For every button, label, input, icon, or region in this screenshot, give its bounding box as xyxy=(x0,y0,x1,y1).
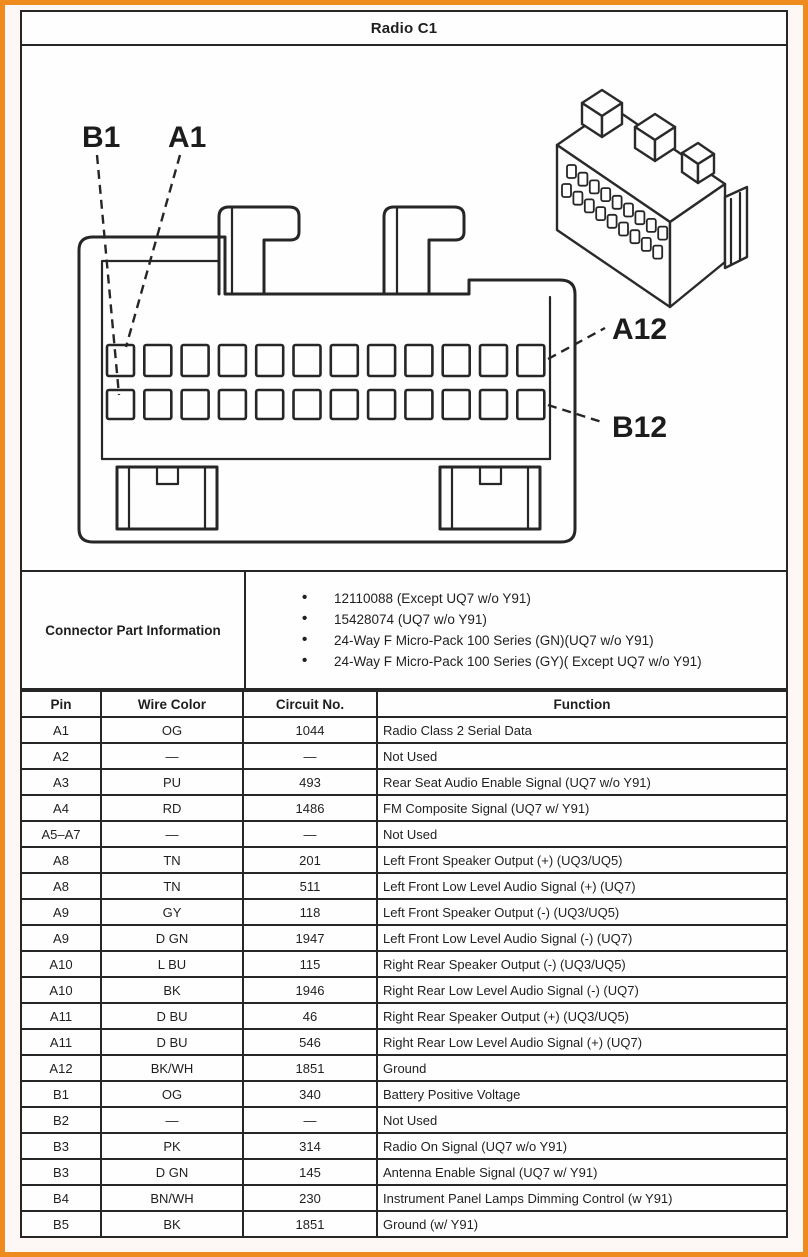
function-cell: Not Used xyxy=(377,743,787,769)
wire-color-cell: L BU xyxy=(101,951,243,977)
table-row xyxy=(21,899,787,925)
table-row xyxy=(21,1081,787,1107)
circuit-no-cell: 546 xyxy=(243,1029,377,1055)
part-info-item: • 15428074 (UQ7 w/o Y91) xyxy=(302,609,780,630)
pin-cell: A11 xyxy=(21,1003,101,1029)
connector-part-info-label: Connector Part Information xyxy=(22,572,246,688)
table-row xyxy=(21,1133,787,1159)
table-row xyxy=(21,925,787,951)
table-row xyxy=(21,1185,787,1211)
pin-cell: A4 xyxy=(21,795,101,821)
circuit-no-cell: 1947 xyxy=(243,925,377,951)
table-row xyxy=(21,769,787,795)
pin-cell: A8 xyxy=(21,873,101,899)
col-header-function: Function xyxy=(377,691,787,717)
connector-part-list xyxy=(246,588,786,672)
pin-cell: B4 xyxy=(21,1185,101,1211)
pin-row-b xyxy=(107,390,544,419)
connector-part-info xyxy=(20,572,788,690)
part-info-item: • 24-Way F Micro-Pack 100 Series (GY)( Except UQ7 w/o Y91) xyxy=(302,651,780,672)
function-cell: Battery Positive Voltage xyxy=(377,1081,787,1107)
function-cell: Left Front Speaker Output (+) (UQ3/UQ5) xyxy=(377,847,787,873)
circuit-no-cell: 115 xyxy=(243,951,377,977)
function-cell: Left Front Low Level Audio Signal (+) (UQ7) xyxy=(377,873,787,899)
function-cell: Right Rear Low Level Audio Signal (-) (UQ7) xyxy=(377,977,787,1003)
iso-side-latch xyxy=(725,187,747,268)
pin-table xyxy=(20,690,788,1238)
pin-cell: A8 xyxy=(21,847,101,873)
part-info-item: • 24-Way F Micro-Pack 100 Series (GN)(UQ7 w/o Y91) xyxy=(302,630,780,651)
connector-sheet xyxy=(20,10,788,1238)
pin-cell: A1 xyxy=(21,717,101,743)
pin-cell: A10 xyxy=(21,977,101,1003)
function-cell: Right Rear Speaker Output (+) (UQ3/UQ5) xyxy=(377,1003,787,1029)
table-row xyxy=(21,977,787,1003)
circuit-no-cell: — xyxy=(243,743,377,769)
pin-cell: B5 xyxy=(21,1211,101,1237)
wire-color-cell: D BU xyxy=(101,1003,243,1029)
wire-color-cell: PU xyxy=(101,769,243,795)
page-title: Radio C1 xyxy=(20,10,788,46)
function-cell: Right Rear Low Level Audio Signal (+) (UQ7) xyxy=(377,1029,787,1055)
table-row xyxy=(21,821,787,847)
wire-color-cell: — xyxy=(101,743,243,769)
pin-cell: A3 xyxy=(21,769,101,795)
circuit-no-cell: — xyxy=(243,1107,377,1133)
pin-cell: A11 xyxy=(21,1029,101,1055)
pin-cell: B3 xyxy=(21,1159,101,1185)
mount-foot-left xyxy=(117,467,217,529)
pin-cell: A10 xyxy=(21,951,101,977)
circuit-no-cell: 230 xyxy=(243,1185,377,1211)
table-row xyxy=(21,951,787,977)
function-cell: FM Composite Signal (UQ7 w/ Y91) xyxy=(377,795,787,821)
connector-front-view xyxy=(79,207,575,542)
circuit-no-cell: 1486 xyxy=(243,795,377,821)
pin-cell: A2 xyxy=(21,743,101,769)
connector-diagram xyxy=(20,46,788,572)
pin-label-a1: A1 xyxy=(168,121,207,154)
wire-color-cell: BK/WH xyxy=(101,1055,243,1081)
table-row xyxy=(21,1003,787,1029)
wire-color-cell: TN xyxy=(101,847,243,873)
pin-cell: A5–A7 xyxy=(21,821,101,847)
circuit-no-cell: 1946 xyxy=(243,977,377,1003)
circuit-no-cell: 1851 xyxy=(243,1211,377,1237)
col-header-circuit-no: Circuit No. xyxy=(243,691,377,717)
circuit-no-cell: 201 xyxy=(243,847,377,873)
circuit-no-cell: 145 xyxy=(243,1159,377,1185)
table-row xyxy=(21,1159,787,1185)
pin-label-b1: B1 xyxy=(82,121,121,154)
table-row xyxy=(21,1029,787,1055)
circuit-no-cell: 314 xyxy=(243,1133,377,1159)
circuit-no-cell: 340 xyxy=(243,1081,377,1107)
mount-foot-right xyxy=(440,467,540,529)
top-clip-right xyxy=(384,207,464,294)
wire-color-cell: — xyxy=(101,821,243,847)
top-clip-left xyxy=(219,207,299,294)
function-cell: Left Front Low Level Audio Signal (-) (UQ7) xyxy=(377,925,787,951)
circuit-no-cell: 118 xyxy=(243,899,377,925)
wire-color-cell: D GN xyxy=(101,1159,243,1185)
pin-cell: A12 xyxy=(21,1055,101,1081)
wire-color-cell: TN xyxy=(101,873,243,899)
pin-row-a xyxy=(107,345,544,376)
circuit-no-cell: 1851 xyxy=(243,1055,377,1081)
table-row xyxy=(21,1211,787,1237)
pin-cell: B3 xyxy=(21,1133,101,1159)
function-cell: Ground (w/ Y91) xyxy=(377,1211,787,1237)
connector-diagram-svg xyxy=(22,46,786,570)
function-cell: Right Rear Speaker Output (-) (UQ3/UQ5) xyxy=(377,951,787,977)
circuit-no-cell: 46 xyxy=(243,1003,377,1029)
wire-color-cell: PK xyxy=(101,1133,243,1159)
wire-color-cell: OG xyxy=(101,1081,243,1107)
wire-color-cell: BK xyxy=(101,977,243,1003)
circuit-no-cell: 1044 xyxy=(243,717,377,743)
table-row xyxy=(21,1107,787,1133)
table-row xyxy=(21,847,787,873)
function-cell: Left Front Speaker Output (-) (UQ3/UQ5) xyxy=(377,899,787,925)
connector-iso-view xyxy=(557,90,747,307)
function-cell: Not Used xyxy=(377,1107,787,1133)
wire-color-cell: D BU xyxy=(101,1029,243,1055)
wire-color-cell: GY xyxy=(101,899,243,925)
circuit-no-cell: — xyxy=(243,821,377,847)
function-cell: Ground xyxy=(377,1055,787,1081)
table-row xyxy=(21,873,787,899)
wire-color-cell: BK xyxy=(101,1211,243,1237)
pin-label-a12: A12 xyxy=(612,313,668,346)
leader-a1 xyxy=(126,155,180,347)
wire-color-cell: BN/WH xyxy=(101,1185,243,1211)
function-cell: Not Used xyxy=(377,821,787,847)
wire-color-cell: RD xyxy=(101,795,243,821)
circuit-no-cell: 511 xyxy=(243,873,377,899)
part-info-item: • 12110088 (Except UQ7 w/o Y91) xyxy=(302,588,780,609)
table-row xyxy=(21,743,787,769)
table-row xyxy=(21,795,787,821)
function-cell: Instrument Panel Lamps Dimming Control (w Y91) xyxy=(377,1185,787,1211)
pin-cell: B2 xyxy=(21,1107,101,1133)
function-cell: Antenna Enable Signal (UQ7 w/ Y91) xyxy=(377,1159,787,1185)
wire-color-cell: — xyxy=(101,1107,243,1133)
circuit-no-cell: 493 xyxy=(243,769,377,795)
pin-table-header-row xyxy=(21,691,787,717)
pin-cell: A9 xyxy=(21,899,101,925)
table-row xyxy=(21,717,787,743)
col-header-pin: Pin xyxy=(21,691,101,717)
table-row xyxy=(21,1055,787,1081)
wire-color-cell: D GN xyxy=(101,925,243,951)
function-cell: Radio Class 2 Serial Data xyxy=(377,717,787,743)
pin-cell: B1 xyxy=(21,1081,101,1107)
function-cell: Rear Seat Audio Enable Signal (UQ7 w/o Y91) xyxy=(377,769,787,795)
function-cell: Radio On Signal (UQ7 w/o Y91) xyxy=(377,1133,787,1159)
col-header-wire-color: Wire Color xyxy=(101,691,243,717)
pin-cell: A9 xyxy=(21,925,101,951)
pin-label-b12: B12 xyxy=(612,411,668,444)
wire-color-cell: OG xyxy=(101,717,243,743)
